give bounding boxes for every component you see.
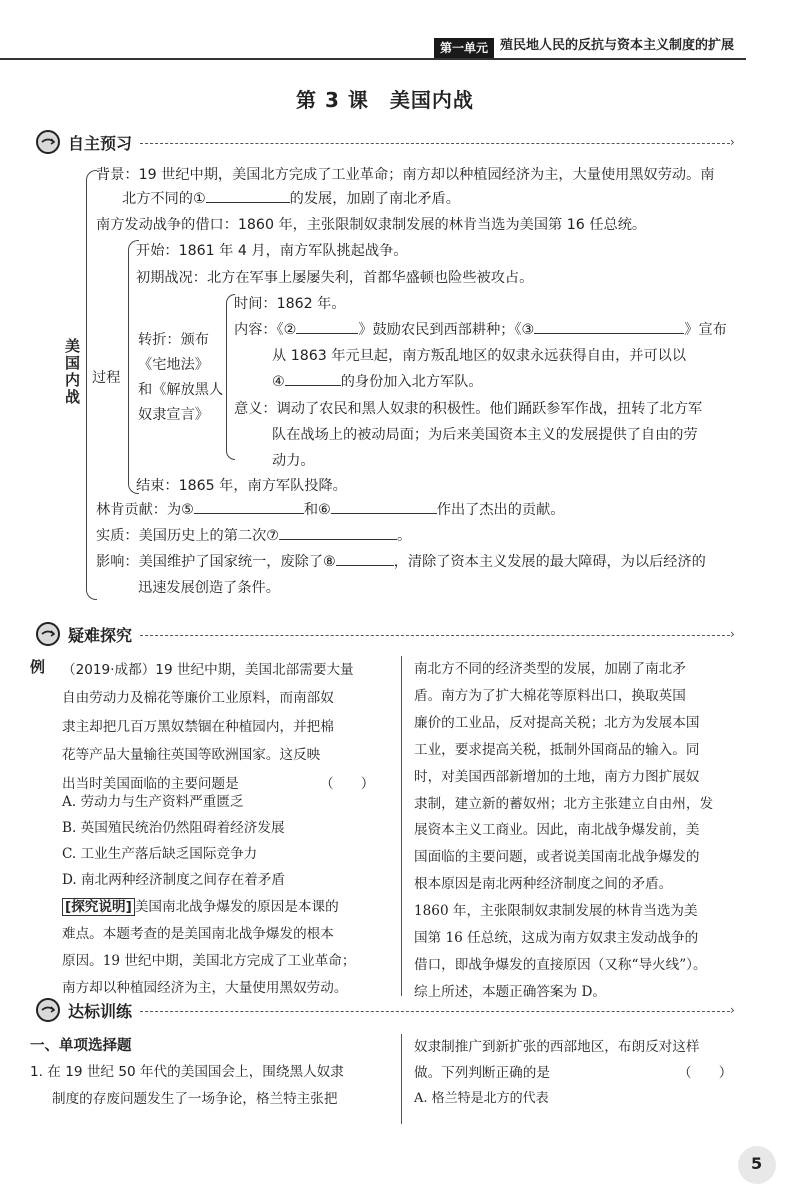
- outline-start: 开始：1861 年 4 月，南方军队挑起战争。: [136, 243, 408, 259]
- q1-left-line-2: 制度的存废问题发生了一场争论，格兰特主张把: [52, 1091, 338, 1107]
- example-option-a[interactable]: A. 劳动力与生产资料严重匮乏: [62, 794, 244, 810]
- section-training-title: 达标训练: [68, 1002, 133, 1021]
- explain-line-1: 美国南北战争爆发的原因是本课的: [134, 899, 339, 915]
- outline-early: 初期战况：北方在军事上屡屡失利，首都华盛顿也险些被攻占。: [136, 270, 534, 286]
- explain-line-2: 难点。本题考查的是美国南北战争爆发的根本: [62, 926, 334, 942]
- example-option-c[interactable]: C. 工业生产落后缺乏国际竞争力: [62, 846, 258, 862]
- q1-right: [414, 1034, 760, 1112]
- q1-left: [30, 1059, 395, 1113]
- blank-4[interactable]: [285, 371, 341, 386]
- example-q-line-1: （2019·成都）19 世纪中期，美国北部需要大量: [62, 662, 354, 678]
- q1-right-line-1: 奴隶制推广到新扩张的西部地区，布朗反对这样: [414, 1039, 700, 1055]
- outline-turn-2: 《宅地法》: [138, 357, 209, 373]
- example-answer-paren[interactable]: （ ）: [320, 775, 375, 792]
- blank-3[interactable]: [534, 319, 684, 334]
- outline-meaning-2: 队在战场上的被动局面；为后来美国资本主义的发展提供了自由的劳: [272, 427, 698, 443]
- right-line-6: 隶制，建立新的蓄奴州；北方主张建立自由州，发: [414, 795, 714, 812]
- outline-impact-2: 迅速发展创造了条件。: [138, 580, 280, 596]
- outline-impact-1b: ，清除了资本主义发展的最大障碍，为以后经济的: [393, 554, 706, 570]
- outline-content-2: 从 1863 年元旦起，南方叛乱地区的奴隶永远获得自由，并可以以: [272, 348, 687, 364]
- right-line-8: 国面临的主要问题，或者说美国南北战争爆发的: [414, 849, 700, 866]
- outline-lincoln-b: 和⑥: [303, 502, 331, 518]
- explain-line-3: 原因。19 世纪中期，美国北方完成了工业革命；: [62, 953, 356, 969]
- outline-essence: [96, 524, 411, 548]
- section-explore-rule: [140, 635, 730, 636]
- right-line-3: 廉价的工业品，反对提高关税；北方为发展本国: [414, 714, 700, 731]
- right-line-12: 借口，即战争爆发的直接原因（又称“导火线”）。: [414, 956, 707, 973]
- example-q-line-2: 自由劳动力及棉花等廉价工业原料，而南部奴: [62, 690, 334, 706]
- q1-right-line-2: 做。下列判断正确的是: [414, 1065, 550, 1081]
- outline-meaning-3: 动力。: [272, 453, 315, 469]
- right-line-5: 时，对美国西部新增加的土地，南方力图扩展奴: [414, 768, 700, 785]
- outline-content-1c: 》宣布: [684, 322, 727, 338]
- section-preview-rule: [140, 143, 730, 144]
- column-divider: [401, 656, 402, 996]
- example-right-column: [414, 656, 760, 1006]
- outline-time: 时间：1862 年。: [234, 296, 346, 312]
- q1-left-line-1: 1. 在 19 世纪 50 年代的美国国会上，围绕黑人奴隶: [30, 1064, 344, 1080]
- example-options: [62, 789, 392, 893]
- q1-right-line-2-wrap: [414, 1060, 760, 1086]
- example-q-line-4: 花等产品大量输往英国等欧洲国家。这反映: [62, 747, 321, 763]
- section-training-arrow: ›: [730, 1003, 735, 1017]
- explain-tag: [探究说明]: [62, 898, 135, 916]
- example-question-rest: [62, 684, 392, 798]
- section-training-rule: [140, 1011, 730, 1012]
- outline-essence-b: 。: [396, 528, 412, 544]
- example-option-d[interactable]: D. 南北两种经济制度之间存在着矛盾: [62, 872, 285, 888]
- outline-background-2b: 的发展，加剧了南北矛盾。: [289, 191, 460, 207]
- outline-content-3a: ④: [272, 374, 285, 390]
- right-line-1: 南北方不同的经济类型的发展，加剧了南北矛: [414, 661, 686, 677]
- outline-content-1b: 》鼓励农民到西部耕种；《③: [358, 322, 535, 338]
- q1-option-a[interactable]: A. 格兰特是北方的代表: [414, 1091, 549, 1106]
- right-line-7: 展资本主义工商业。因此，南北战争爆发前，美: [414, 822, 700, 839]
- right-line-13: 综上所述，本题正确答案为 D。: [414, 983, 606, 1000]
- blank-5[interactable]: [194, 499, 304, 514]
- outline-meaning-1: 意义：调动了农民和黑人奴隶的积极性。他们踊跃参军作战，扭转了北方军: [234, 401, 703, 417]
- explain-line-4: 南方却以种植园经济为主，大量使用黑奴劳动。: [62, 980, 348, 996]
- outline-end: 结束：1865 年，南方军队投降。: [136, 478, 347, 494]
- example-option-b[interactable]: B. 英国殖民统治仍然阻碍着经济发展: [62, 820, 285, 836]
- outline-root-label: 美国内战: [63, 338, 81, 406]
- q1-answer-paren[interactable]: （ ）: [678, 1065, 733, 1081]
- outline-turn-3: 和《解放黑人: [138, 382, 224, 398]
- outline-content-1: [234, 318, 727, 342]
- blank-8[interactable]: [336, 551, 394, 566]
- example-q-line-3: 隶主却把几百万黑奴禁锢在种植园内，并把棉: [62, 718, 334, 735]
- outline-content-1a: 内容：《②: [234, 322, 297, 338]
- section-explore-title: 疑难探究: [68, 626, 133, 645]
- blank-2[interactable]: [296, 319, 358, 334]
- outline-content-3b: 的身份加入北方军队。: [340, 374, 483, 390]
- section-training-icon: [36, 998, 60, 1022]
- outline-pretext: 南方发动战争的借口：1860 年，主张限制奴隶制发展的林肯当选为美国第 16 任总统。: [96, 217, 647, 233]
- training-column-divider: [401, 1034, 402, 1124]
- lesson-title: 第 3 课 美国内战: [296, 88, 474, 112]
- example-question: [62, 656, 392, 685]
- outline-background-1: 背景：19 世纪中期，美国北方完成了工业革命；南方却以种植园经济为主，大量使用黑奴劳动。南: [96, 167, 715, 183]
- outline-turn: [138, 328, 223, 428]
- right-line-10: 1860 年，主张限制奴隶制发展的林肯当选为美: [414, 903, 698, 920]
- right-line-9: 根本原因是南北两种经济制度之间的矛盾。: [414, 876, 673, 893]
- outline-turn-1: 转折：颁布: [138, 332, 209, 348]
- outline-process-label: 过程: [92, 370, 121, 386]
- unit-badge: 第一单元: [434, 38, 494, 58]
- unit-title: 殖民地人民的反抗与资本主义制度的扩展: [500, 38, 735, 53]
- section-explore-arrow: ›: [730, 627, 735, 641]
- outline-essence-a: 实质：美国历史上的第二次⑦: [96, 528, 279, 544]
- section-explore-icon: [36, 622, 60, 646]
- blank-7[interactable]: [279, 525, 397, 540]
- example-label: 例: [30, 658, 46, 676]
- section-preview-title: 自主预习: [68, 134, 133, 153]
- section-preview-icon: [36, 130, 60, 154]
- example-q-line-5: 出当时美国面临的主要问题是: [62, 775, 239, 792]
- blank-1[interactable]: [206, 188, 290, 203]
- outline-background-2a: 北方不同的①: [122, 191, 206, 207]
- right-line-11: 国第 16 任总统，这成为南方奴隶主发动战争的: [414, 930, 699, 947]
- right-line-2: 盾。南方为了扩大棉花等原料出口，换取英国: [414, 687, 686, 704]
- outline-turn-4: 奴隶宣言》: [138, 407, 209, 423]
- outline-background-2: [122, 187, 460, 211]
- outline-lincoln: [96, 498, 564, 522]
- outline-content-3: [272, 370, 483, 394]
- outline-impact-1: [96, 550, 706, 574]
- section-preview-arrow: ›: [730, 135, 735, 149]
- outline-lincoln-a: 林肯贡献：为⑤: [96, 502, 194, 518]
- outline-lincoln-c: 作出了杰出的贡献。: [436, 502, 565, 518]
- blank-6[interactable]: [331, 499, 437, 514]
- header-rule: [0, 58, 746, 60]
- training-heading: 一、单项选择题: [30, 1038, 132, 1054]
- example-explanation: [62, 894, 398, 1002]
- outline-impact-1a: 影响：美国维护了国家统一，废除了⑧: [96, 554, 336, 570]
- page-number: 5: [751, 1154, 763, 1173]
- right-line-4: 工业，要求提高关税，抵制外国商品的输入。同: [414, 741, 700, 758]
